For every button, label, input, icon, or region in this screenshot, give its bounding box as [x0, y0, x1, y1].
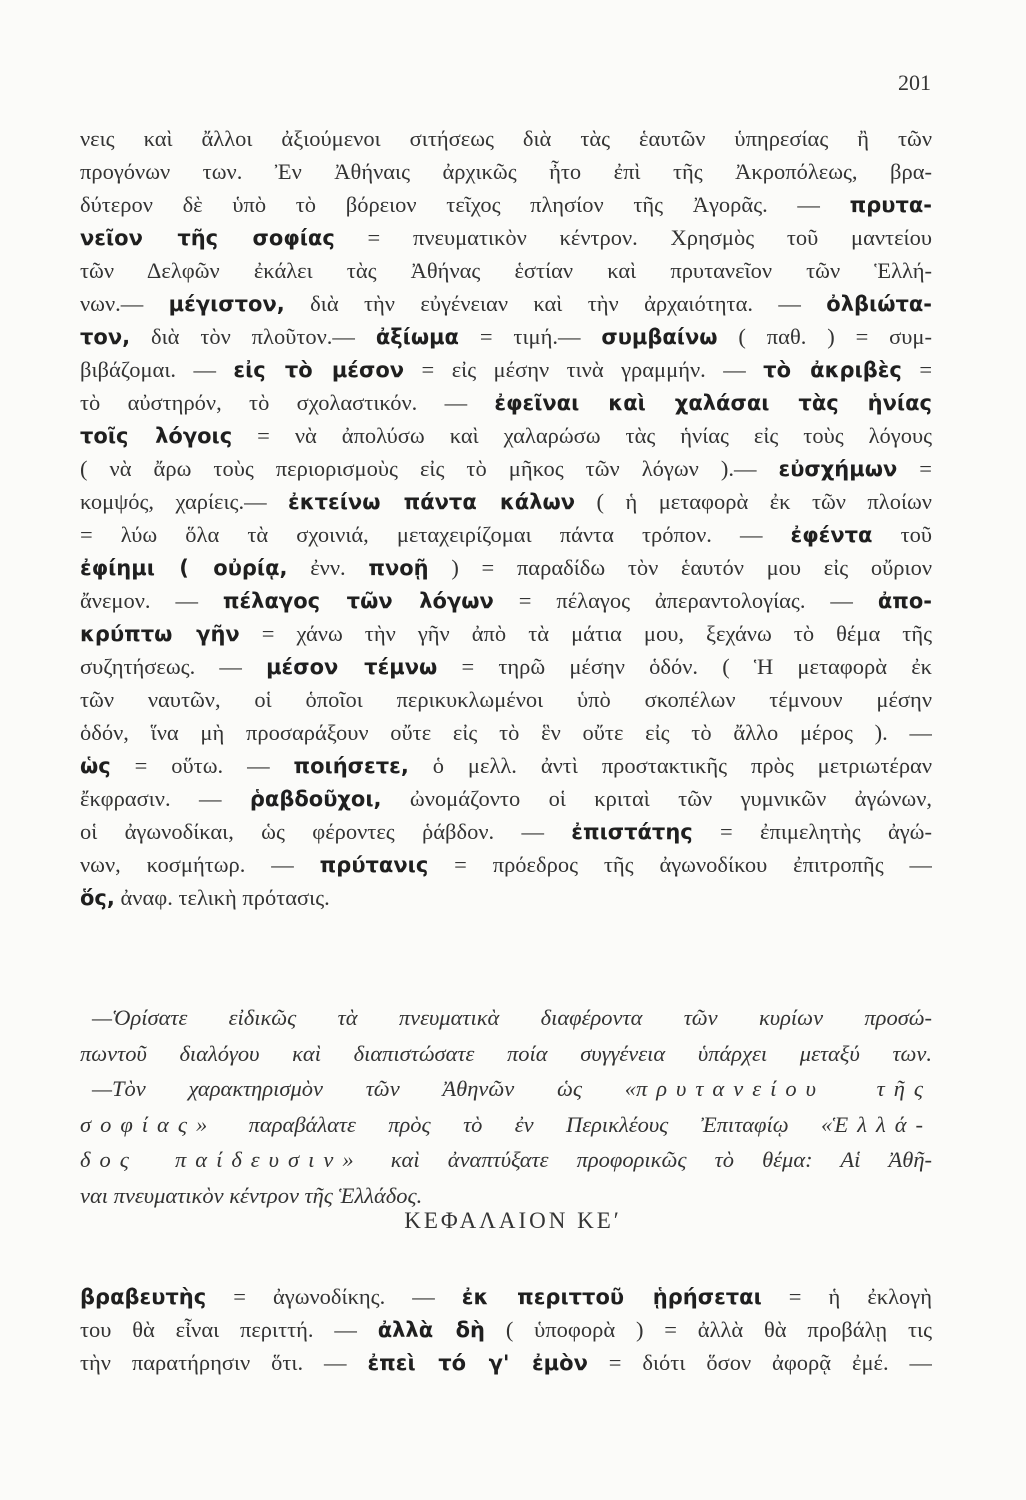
gloss-text: διὰ τὸν πλοῦτον.—	[130, 324, 376, 349]
text-line	[80, 353, 932, 386]
gloss-text: νων, κοσμήτωρ. —	[80, 852, 320, 877]
text-line	[80, 254, 932, 287]
gloss-text: =	[901, 357, 932, 382]
headword: ἀπο-	[877, 589, 932, 613]
gloss-text: ἄνεμον. —	[80, 588, 223, 613]
headword: εὐσχήμων	[778, 457, 898, 481]
gloss-text: = πρόεδρος τῆς ἀγωνοδίκου ἐπιτροπῆς —	[428, 852, 932, 877]
gloss-text: νων.—	[80, 291, 169, 316]
chapter-title: ΚΕΦΑΛΑΙΟΝ ΚΕʹ	[404, 1208, 622, 1233]
headword: ὀλβιώτα-	[826, 292, 932, 316]
gloss-text: ὁδόν, ἵνα μὴ προσαράξουν οὔτε εἰς τὸ ἓν οὔτε εἰς τὸ ἄλλο μέρος ). —	[80, 720, 932, 745]
gloss-text: ἐνν.	[287, 555, 369, 580]
headword: κρύπτω γῆν	[80, 622, 240, 646]
text-line	[80, 782, 932, 815]
headword: ἀλλὰ δὴ	[377, 1318, 486, 1342]
text-line	[80, 320, 932, 353]
text-line	[80, 848, 932, 881]
gloss-text: τῶν Δελφῶν ἐκάλει τὰς Ἀθήνας ἑστίαν καὶ πρυτανεῖον τῶν Ἑλλή-	[80, 258, 932, 283]
text-line	[80, 122, 932, 155]
exercises	[80, 1000, 932, 1213]
gloss-text: ἀναφ. τελικὴ πρότασις.	[114, 885, 330, 910]
gloss-text: ὠνομάζοντο οἱ κριταὶ τῶν γυμνικῶν ἀγώνων,	[381, 786, 932, 811]
headword: μέγιστον,	[168, 292, 285, 316]
headword: ἐπιστάτης	[571, 820, 693, 844]
gloss-text: = εἰς μέσην τινὰ γραμμήν. —	[404, 357, 764, 382]
text-line	[80, 1346, 932, 1379]
headword: ἐφεῖναι καὶ χαλάσαι τὰς ἡνίας	[494, 391, 932, 415]
exercise-text: —Ὁρίσατε εἰδικῶς τὰ πνευματικὰ διαφέροντα τῶν κυρίων προσώ-	[92, 1005, 932, 1030]
headword: πέλαγος τῶν λόγων	[222, 589, 494, 613]
headword: ὡς	[80, 754, 111, 778]
exercise-line	[80, 1000, 932, 1036]
text-line	[80, 518, 932, 551]
text-line	[80, 551, 932, 584]
exercise-text: ναι πνευματικὸν κέντρον τῆς Ἑλλάδος.	[80, 1182, 423, 1208]
gloss-text: = λύω ὅλα τὰ σχοινιά, μεταχειρίζομαι πάντα τρόπον. —	[80, 522, 791, 547]
page-number: 201	[898, 70, 931, 95]
headword: ἐφίημι ( οὐρίᾳ,	[80, 556, 288, 580]
exercise-text: —Τὸν χαρακτηρισμὸν τῶν Ἀθηνῶν ὡς «	[92, 1076, 636, 1101]
gloss-text: = ἡ ἐκλογὴ	[761, 1284, 932, 1309]
gloss-text: τὸ αὐστηρόν, τὸ σχολαστικόν. —	[80, 390, 495, 415]
gloss-text: τῶν ναυτῶν, οἱ ὁποῖοι περικυκλωμένοι ὑπὸ σκοπέλων τέμνουν μέσην	[80, 687, 932, 712]
headword: πρυτα-	[849, 193, 932, 217]
gloss-text: τὴν παρατήρησιν ὅτι. —	[80, 1350, 368, 1375]
gloss-text: νεις καὶ ἄλλοι ἀξιούμενοι σιτήσεως διὰ τὰς ἑαυτῶν ὑπηρεσίας ἢ τῶν	[80, 126, 932, 151]
gloss-text: =	[897, 456, 932, 481]
headword: τὸ ἀκριβὲς	[763, 358, 902, 382]
headword: ἐκτείνω πάντα κάλων	[288, 490, 576, 514]
headword: τον,	[80, 325, 131, 349]
exercise-spaced-text: Ἑλλά-	[832, 1111, 932, 1137]
gloss-text: οἱ ἀγωνοδίκαι, ὡς φέροντες ῥάβδον. —	[80, 819, 572, 844]
headword: νεῖον τῆς σοφίας	[80, 226, 335, 250]
gloss-text: του θὰ εἶναι περιττή. —	[80, 1317, 378, 1342]
gloss-text: συζητήσεως. —	[80, 654, 267, 679]
headword: μέσον τέμνω	[266, 655, 438, 679]
gloss-text: βιβάζομαι. —	[80, 357, 234, 382]
exercise-line	[80, 1107, 932, 1143]
headword: συμβαίνω	[601, 325, 718, 349]
text-line	[80, 221, 932, 254]
gloss-text: = πνευματικὸν κέντρον. Χρησμὸς τοῦ μαντείου	[334, 225, 932, 250]
gloss-text: ( παθ. ) = συμ-	[717, 324, 932, 349]
gloss-text: = ἀγωνοδίκης. —	[206, 1284, 462, 1309]
text-line	[80, 716, 932, 749]
gloss-text: = νὰ ἀπολύσω καὶ χαλαρώσω τὰς ἡνίας εἰς τοὺς λόγους	[232, 423, 932, 448]
text-line	[80, 386, 932, 419]
headword: ἐφέντα	[790, 523, 873, 547]
text-line	[80, 485, 932, 518]
text-line	[80, 881, 932, 914]
headword: βραβευτὴς	[80, 1285, 207, 1309]
headword: ὅς,	[80, 886, 115, 910]
text-line	[80, 287, 932, 320]
headword: τοῖς λόγοις	[80, 424, 233, 448]
gloss-text: = διότι ὅσον ἀφορᾷ ἐμέ. —	[587, 1350, 932, 1375]
exercise-spaced-text: σοφίας»	[80, 1111, 217, 1137]
exercise-line	[80, 1036, 932, 1072]
headword: εἰς τὸ μέσον	[233, 358, 405, 382]
chapter-glossary-text	[80, 1280, 932, 1379]
gloss-text: προγόνων των. Ἐν Ἀθήναις ἀρχικῶς ἦτο ἐπὶ τῆς Ἀκροπόλεως, βρα-	[80, 159, 932, 184]
gloss-text: κομψός, χαρίεις.—	[80, 489, 289, 514]
headword: ἐκ περιττοῦ ᾑρήσεται	[461, 1285, 762, 1309]
exercise-spaced-text: πρυτανείου τῆς	[635, 1076, 932, 1101]
gloss-text: διὰ τὴν εὐγένειαν καὶ τὴν ἀρχαιότητα. —	[284, 291, 827, 316]
text-line	[80, 452, 932, 485]
gloss-text: δύτερον δὲ ὑπὸ τὸ βόρειον τεῖχος πλησίον τῆς Ἀγορᾶς. —	[80, 192, 850, 217]
text-line	[80, 650, 932, 683]
exercise-spaced-text: δος παίδευσιν»	[80, 1147, 363, 1172]
headword: ποιήσετε,	[293, 754, 409, 778]
text-line	[80, 683, 932, 716]
gloss-text: ὁ μελλ. ἀντὶ προστακτικῆς πρὸς μετριωτέραν	[408, 753, 932, 778]
gloss-text: = οὕτω. —	[110, 753, 294, 778]
text-line	[80, 815, 932, 848]
headword: ἐπεὶ τό γ' ἐμὸν	[367, 1351, 588, 1375]
text-line	[80, 1280, 932, 1313]
gloss-text: τοῦ	[872, 522, 932, 547]
headword: ἀξίωμα	[375, 325, 459, 349]
text-line	[80, 584, 932, 617]
exercise-text: καὶ ἀναπτύξατε προφορικῶς τὸ θέμα: Αἱ Ἀθῆ-	[362, 1147, 932, 1172]
gloss-text: = τηρῶ μέσην ὁδόν. ( Ἡ μεταφορὰ ἐκ	[437, 654, 932, 679]
gloss-text: = χάνω τὴν γῆν ἀπὸ τὰ μάτια μου, ξεχάνω τὸ θέμα τῆς	[239, 621, 932, 646]
headword: πρύτανις	[319, 853, 429, 877]
exercise-text: παραβάλατε πρὸς τὸ ἐν Περικλέους Ἐπιταφίῳ «	[216, 1111, 833, 1137]
exercise-text: πωντοῦ διαλόγου καὶ διαπιστώσατε ποία συγγένεια ὑπάρχει μεταξύ των.	[80, 1040, 932, 1066]
glossary-text	[80, 122, 932, 914]
exercise-line	[80, 1071, 932, 1107]
gloss-text: ( ἡ μεταφορὰ ἐκ τῶν πλοίων	[575, 489, 932, 514]
gloss-text: = πέλαγος ἀπεραντολογίας. —	[493, 588, 878, 613]
gloss-text: = τιμή.—	[458, 324, 602, 349]
gloss-text: = ἐπιμελητὴς ἀγώ-	[692, 819, 932, 844]
headword: ῥαβδοῦχοι,	[249, 787, 382, 811]
text-line	[80, 1313, 932, 1346]
gloss-text: ( νὰ ἄρω τοὺς περιορισμοὺς εἰς τὸ μῆκος τῶν λόγων ).—	[80, 456, 779, 481]
gloss-text: ) = παραδίδω τὸν ἑαυτόν μου εἰς οὔριον	[428, 555, 932, 580]
text-line	[80, 749, 932, 782]
text-line	[80, 419, 932, 452]
gloss-text: ( ὑποφορὰ ) = ἀλλὰ θὰ προβάλῃ τις	[485, 1317, 932, 1342]
text-line	[80, 155, 932, 188]
text-line	[80, 617, 932, 650]
text-line	[80, 188, 932, 221]
headword: πνοῇ	[368, 556, 429, 580]
gloss-text: ἔκφρασιν. —	[80, 786, 250, 811]
exercise-line	[80, 1142, 932, 1178]
